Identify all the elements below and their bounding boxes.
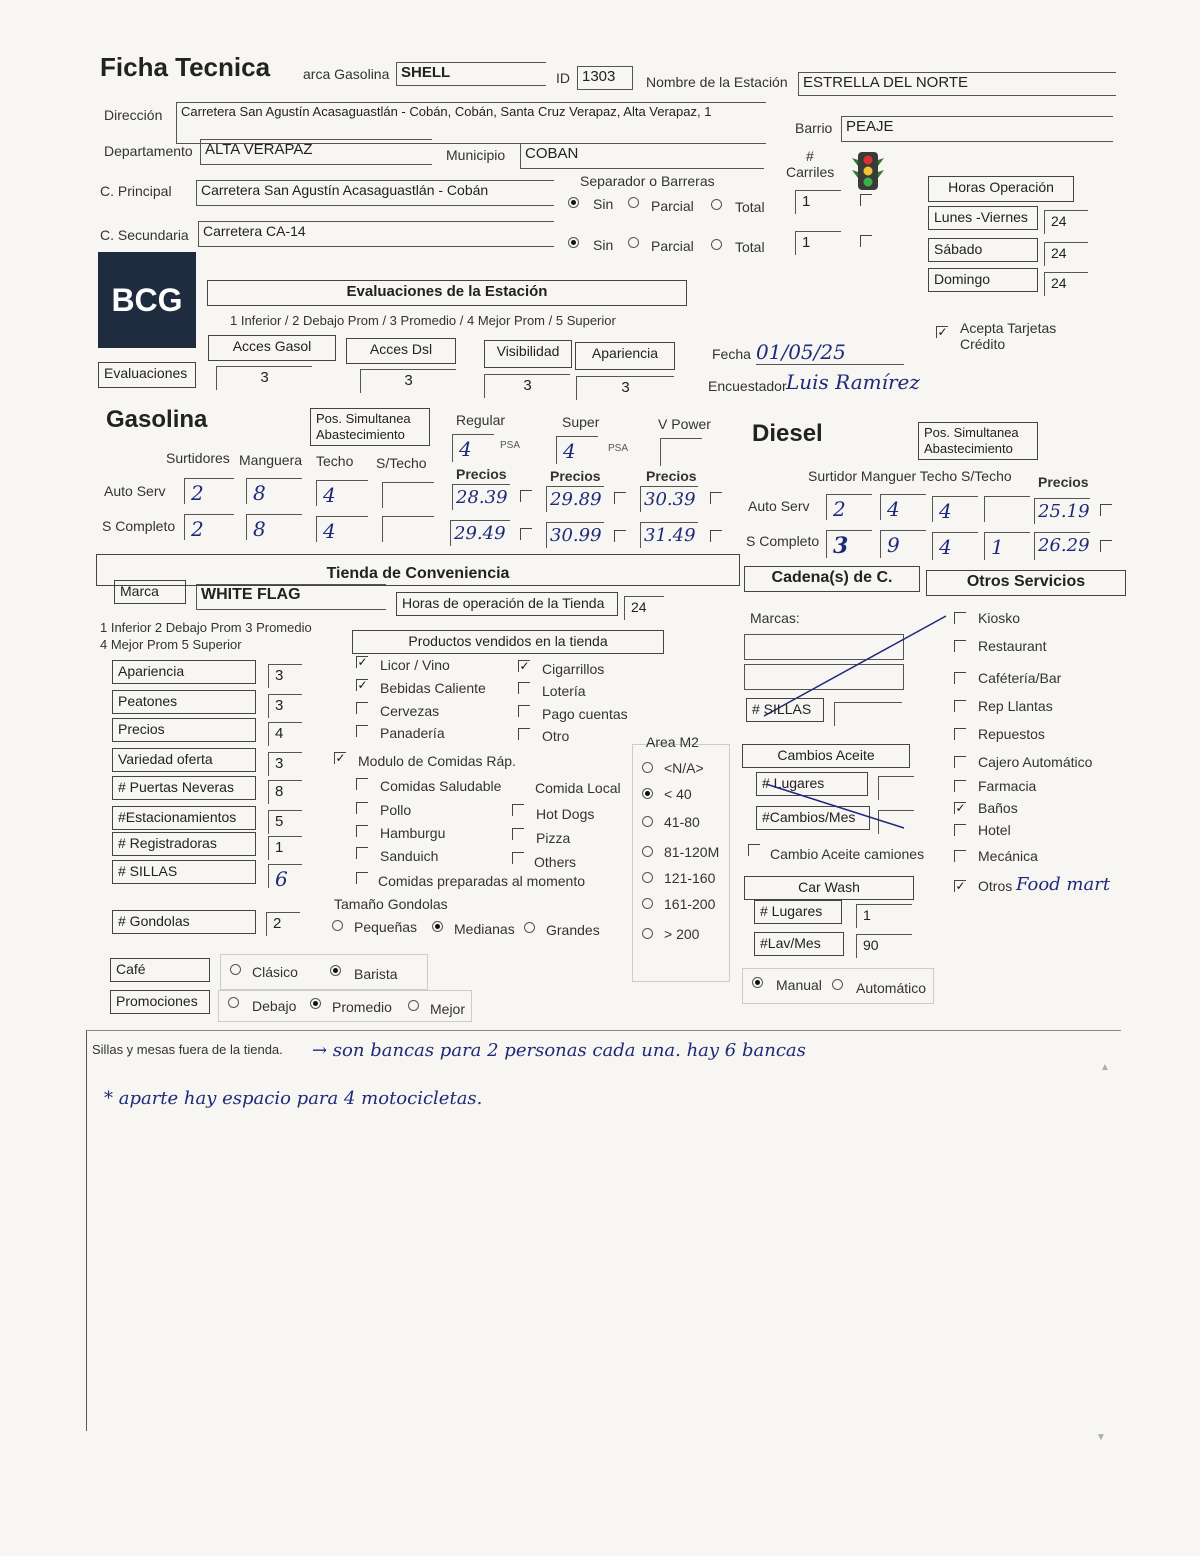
- sc-stecho-field[interactable]: [382, 516, 434, 542]
- loteria-label: Lotería: [542, 683, 586, 699]
- d-sc-price[interactable]: 26.29: [1034, 532, 1090, 560]
- promedio-label: Promedio: [332, 999, 392, 1015]
- d-as-surtidor-field[interactable]: 2: [826, 494, 872, 520]
- pequenas-label: Pequeñas: [354, 919, 418, 935]
- rating-label: # Puertas Neveras: [112, 776, 256, 800]
- area-option-label: 41-80: [664, 814, 700, 830]
- bebidas-checkbox[interactable]: ✓: [357, 678, 368, 692]
- carwash-lugares-field[interactable]: 1: [856, 904, 912, 928]
- otros-checkbox[interactable]: [954, 850, 966, 862]
- hotdogs-checkbox[interactable]: [512, 804, 524, 816]
- loteria-checkbox[interactable]: [518, 682, 530, 694]
- form-title: Ficha Tecnica: [100, 52, 271, 82]
- tienda-horas-label: Horas de operación de la Tienda: [396, 592, 618, 616]
- horas-sab-label: Sábado: [928, 238, 1038, 262]
- evaluaciones-title: Evaluaciones de la Estación: [207, 280, 687, 306]
- diesel-scompleto-label: S Completo: [746, 533, 820, 549]
- otros-checkbox[interactable]: ✓: [955, 879, 966, 893]
- sc-super-price[interactable]: 30.99: [546, 522, 604, 548]
- otros-item-label: Baños: [978, 800, 1018, 816]
- clasico-radio[interactable]: [230, 964, 241, 975]
- gondolas-label: # Gondolas: [112, 910, 256, 934]
- sc-regular-check[interactable]: [520, 528, 532, 540]
- notes-line-1: → son bancas para 2 personas cada una. hay 6 bancas: [312, 1040, 806, 1061]
- departamento-label: Departamento: [104, 143, 193, 159]
- sanduich-label: Sanduich: [380, 848, 439, 864]
- vpower-label: V Power: [658, 416, 711, 432]
- precios-label-2: Precios: [550, 468, 601, 484]
- clasico-label: Clásico: [252, 964, 298, 980]
- sep2-sin-radio[interactable]: [568, 237, 579, 248]
- pollo-checkbox[interactable]: [356, 802, 368, 814]
- area-option-label: 121-160: [664, 870, 716, 886]
- camiones-label: Cambio Aceite camiones: [770, 846, 925, 862]
- cervezas-label: Cervezas: [380, 703, 440, 719]
- rating-label: Variedad oferta: [112, 748, 256, 772]
- sep2-sin-label: Sin: [593, 237, 614, 253]
- panaderia-checkbox[interactable]: [356, 725, 368, 737]
- d-sc-techo-field[interactable]: 4: [932, 532, 978, 560]
- cadena-title: Cadena(s) de C.: [744, 566, 920, 592]
- rating-label: #Estacionamientos: [112, 806, 256, 830]
- cambios-mes-label: #Cambios/Mes: [756, 806, 870, 830]
- marca-label: arca Gasolina: [303, 66, 390, 82]
- otros-item-label: Cafétería/Bar: [978, 670, 1062, 686]
- otros-item-label: Farmacia: [978, 778, 1037, 794]
- otros-checkbox[interactable]: [954, 780, 966, 792]
- notes-line-2: * aparte hay espacio para 4 motocicletas.: [104, 1088, 483, 1109]
- medianas-label: Medianas: [454, 921, 515, 937]
- d-sc-manguera-field[interactable]: 9: [880, 530, 926, 558]
- evaluaciones-scale: 1 Inferior / 2 Debajo Prom / 3 Promedio / 4 Mejor Prom / 5 Superior: [230, 313, 616, 328]
- pago-checkbox[interactable]: [518, 705, 530, 717]
- d-as-check[interactable]: [1100, 504, 1112, 516]
- sep1-parcial-radio[interactable]: [628, 197, 639, 208]
- eval-apariencia-field[interactable]: 3: [576, 376, 674, 400]
- eval-acces-dsl-field[interactable]: 3: [360, 369, 456, 393]
- pizza-label: Pizza: [536, 830, 571, 846]
- debajo-label: Debajo: [252, 998, 297, 1014]
- carwash-title: Car Wash: [744, 876, 914, 900]
- horas-lv-label: Lunes -Viernes: [928, 206, 1038, 230]
- municipio-field[interactable]: COBAN: [520, 143, 764, 169]
- otros-checkbox[interactable]: [954, 824, 966, 836]
- direccion-label: Dirección: [104, 107, 163, 123]
- rating-label: Apariencia: [112, 660, 256, 684]
- area-radio[interactable]: [642, 928, 653, 939]
- modulo-checkbox[interactable]: ✓: [335, 751, 346, 765]
- cigarrillos-label: Cigarrillos: [542, 661, 605, 677]
- camiones-checkbox[interactable]: [748, 844, 760, 856]
- rating-field[interactable]: 5: [268, 810, 302, 834]
- area-radio[interactable]: [642, 816, 653, 827]
- debajo-radio[interactable]: [228, 997, 239, 1008]
- carriles-field-1[interactable]: 1: [795, 190, 841, 214]
- sc-techo-field[interactable]: 4: [316, 516, 368, 542]
- separador-label: Separador o Barreras: [580, 173, 715, 189]
- gasolina-pos-label: Pos. Simultanea Abastecimiento: [310, 408, 430, 446]
- automatico-label: Automático: [856, 980, 927, 996]
- panaderia-label: Panadería: [380, 725, 445, 741]
- apariencia-eval-label: Apariencia: [575, 342, 675, 370]
- carriles-check-2[interactable]: [860, 235, 872, 247]
- carriles-field-2[interactable]: 1: [795, 231, 841, 255]
- grandes-radio[interactable]: [524, 922, 535, 933]
- otros-title: Otros Servicios: [926, 570, 1126, 596]
- notes-label: Sillas y mesas fuera de la tienda.: [92, 1042, 283, 1057]
- tienda-scale-2: 4 Mejor Prom 5 Superior: [100, 637, 242, 652]
- saludable-label: Comidas Saludable: [380, 778, 502, 794]
- otros-checkbox[interactable]: [954, 612, 966, 624]
- otros-checkbox[interactable]: [954, 640, 966, 652]
- diesel-autoserv-label: Auto Serv: [748, 498, 810, 514]
- autoserv-label: Auto Serv: [104, 483, 166, 499]
- municipio-label: Municipio: [446, 147, 506, 163]
- cambios-lugares-label: # Lugares: [756, 772, 868, 796]
- area-radio[interactable]: [642, 872, 653, 883]
- as-super-price[interactable]: 29.89: [546, 486, 604, 512]
- d-sc-stecho-field[interactable]: 1: [984, 532, 1030, 560]
- as-techo-field[interactable]: 4: [316, 480, 368, 506]
- promociones-label: Promociones: [110, 990, 210, 1014]
- cambios-strike: [760, 778, 910, 834]
- otros-checkbox[interactable]: [954, 672, 966, 684]
- carriles-label: Carriles: [786, 164, 835, 180]
- cprincipal-field[interactable]: Carretera San Agustín Acasaguastlán - Cobán: [196, 180, 554, 206]
- id-label: ID: [556, 70, 570, 86]
- otros-checkbox[interactable]: [954, 728, 966, 740]
- d-sc-check[interactable]: [1100, 540, 1112, 552]
- as-regular-check[interactable]: [520, 490, 532, 502]
- sep2-parcial-radio[interactable]: [628, 237, 639, 248]
- horas-sab-field[interactable]: 24: [1044, 242, 1088, 266]
- diesel-pos-label: Pos. Simultanea Abastecimiento: [918, 422, 1038, 460]
- rating-label: Peatones: [112, 690, 256, 714]
- gasolina-title: Gasolina: [106, 406, 208, 433]
- area-option-label: 81-120M: [664, 844, 720, 860]
- tienda-marca-field[interactable]: WHITE FLAG: [196, 584, 386, 610]
- otros-item-label: Kiosko: [978, 610, 1021, 626]
- hamburgu-label: Hamburgu: [380, 825, 446, 841]
- area-radio[interactable]: [642, 762, 653, 773]
- sc-regular-price[interactable]: 29.49: [450, 520, 510, 546]
- diesel-cols: Surtidor Manguer Techo S/Techo: [808, 468, 1012, 484]
- col-surtidores: Surtidores: [166, 450, 230, 466]
- area-label: Area M2: [646, 734, 699, 750]
- cprincipal-label: C. Principal: [100, 183, 172, 199]
- rating-field[interactable]: 4: [268, 722, 302, 746]
- diesel-title: Diesel: [752, 420, 823, 447]
- rating-field[interactable]: 3: [268, 752, 302, 776]
- col-stecho: S/Techo: [376, 455, 427, 471]
- sep1-sin-radio[interactable]: [568, 197, 579, 208]
- horas-dom-field[interactable]: 24: [1044, 272, 1088, 296]
- as-vpower-price[interactable]: 30.39: [640, 486, 698, 512]
- eval-visibilidad-field[interactable]: 3: [484, 374, 570, 398]
- otros-item-label: Hotel: [978, 822, 1011, 838]
- sc-vpower-check[interactable]: [710, 530, 722, 542]
- rating-field[interactable]: 3: [268, 694, 302, 718]
- rating-field[interactable]: 8: [268, 780, 302, 804]
- otros-value[interactable]: Food mart: [1016, 874, 1111, 895]
- area-option-label: < 40: [664, 786, 692, 802]
- eval-acces-gasol-field[interactable]: 3: [216, 366, 312, 390]
- traffic-light-icon: [850, 152, 886, 192]
- as-surtidores-field[interactable]: 2: [184, 478, 234, 504]
- productos-title: Productos vendidos en la tienda: [352, 630, 664, 654]
- preparadas-checkbox[interactable]: [356, 872, 368, 884]
- rating-label: # Registradoras: [112, 832, 256, 856]
- carwash-lav-field[interactable]: 90: [856, 934, 912, 958]
- area-radio[interactable]: [642, 898, 653, 909]
- pago-label: Pago cuentas: [542, 706, 628, 722]
- barista-radio[interactable]: [330, 965, 341, 976]
- rating-label: # SILLAS: [112, 860, 256, 884]
- pizza-checkbox[interactable]: [512, 828, 524, 840]
- fecha-label: Fecha: [712, 346, 751, 362]
- marca-field[interactable]: SHELL: [396, 62, 546, 86]
- barista-label: Barista: [354, 966, 398, 982]
- regular-pos-field[interactable]: 4: [452, 434, 494, 462]
- otros-item-label: Mecánica: [978, 848, 1038, 864]
- tamano-label: Tamaño Gondolas: [334, 896, 448, 912]
- carriles-check-1[interactable]: [860, 194, 872, 206]
- manual-radio[interactable]: [752, 977, 763, 988]
- cervezas-checkbox[interactable]: [356, 702, 368, 714]
- acces-dsl-label: Acces Dsl: [346, 338, 456, 364]
- departamento-field[interactable]: ALTA VERAPAZ: [200, 139, 432, 165]
- rating-label: Precios: [112, 718, 256, 742]
- direccion-field[interactable]: Carretera San Agustín Acasaguastlán - Cobán, Cobán, Santa Cruz Verapaz, Alta Verapaz, 1: [176, 102, 766, 144]
- cadena-sillas-label: # SILLAS: [746, 698, 824, 722]
- area-option-label: > 200: [664, 926, 700, 942]
- modulo-label: Modulo de Comidas Ráp.: [358, 753, 516, 769]
- scroll-down-icon[interactable]: ▼: [1096, 1432, 1106, 1443]
- area-group: [632, 744, 730, 982]
- d-sc-surtidor-field[interactable]: 3: [826, 530, 872, 558]
- regular-label: Regular: [456, 412, 506, 428]
- medianas-radio[interactable]: [432, 921, 443, 932]
- rating-field[interactable]: 6: [268, 864, 302, 888]
- barrio-label: Barrio: [795, 120, 833, 136]
- rating-field[interactable]: 3: [268, 664, 302, 688]
- area-option-label: 161-200: [664, 896, 716, 912]
- psa-2: PSA: [608, 443, 629, 454]
- tienda-scale-1: 1 Inferior 2 Debajo Prom 3 Promedio: [100, 620, 312, 635]
- pollo-label: Pollo: [380, 802, 412, 818]
- nombre-field[interactable]: ESTRELLA DEL NORTE: [798, 72, 1116, 96]
- encuestador-value[interactable]: Luis Ramírez: [786, 370, 920, 394]
- carwash-lugares-label: # Lugares: [754, 900, 842, 924]
- as-stecho-field[interactable]: [382, 482, 434, 508]
- col-mangueras: Manguera: [239, 452, 303, 468]
- gondolas-field[interactable]: 2: [266, 912, 300, 936]
- d-as-stecho-field[interactable]: [984, 496, 1030, 522]
- sc-vpower-price[interactable]: 31.49: [640, 522, 698, 548]
- horas-dom-label: Domingo: [928, 268, 1038, 292]
- otros-item-label: Otros: [978, 878, 1013, 894]
- csecundaria-label: C. Secundaria: [100, 227, 189, 243]
- vpower-pos-field[interactable]: [660, 438, 702, 466]
- saludable-checkbox[interactable]: [356, 778, 368, 790]
- precios-label-1: Precios: [456, 466, 507, 482]
- tarjetas-checkbox[interactable]: ✓: [937, 325, 948, 339]
- preparadas-label: Comidas preparadas al momento: [378, 873, 585, 889]
- psa-1: PSA: [500, 440, 521, 451]
- as-regular-price[interactable]: 28.39: [452, 484, 510, 510]
- encuestador-label: Encuestador: [708, 378, 787, 394]
- otro-label: Otro: [542, 728, 570, 744]
- d-as-price[interactable]: 25.19: [1034, 498, 1090, 524]
- sep1-total-label: Total: [735, 199, 765, 215]
- pequenas-radio[interactable]: [332, 920, 343, 931]
- barrio-field[interactable]: PEAJE: [841, 116, 1113, 142]
- hamburgu-checkbox[interactable]: [356, 825, 368, 837]
- area-option-label: <N/A>: [664, 760, 704, 776]
- otros-item-label: Cajero Automático: [978, 754, 1093, 770]
- otros-checkbox[interactable]: ✓: [955, 801, 966, 815]
- area-radio[interactable]: [642, 788, 653, 799]
- comida-local-label: Comida Local: [535, 780, 621, 796]
- sep1-parcial-label: Parcial: [651, 198, 694, 214]
- hotdogs-label: Hot Dogs: [536, 806, 595, 822]
- id-field[interactable]: 1303: [577, 66, 633, 90]
- as-super-check[interactable]: [614, 492, 626, 504]
- others-checkbox[interactable]: [512, 852, 524, 864]
- mejor-radio[interactable]: [408, 1000, 419, 1011]
- cafe-label: Café: [110, 958, 210, 982]
- acces-gasol-label: Acces Gasol: [208, 335, 336, 361]
- licor-label: Licor / Vino: [380, 657, 450, 673]
- tarjetas-label: Acepta Tarjetas Crédito: [960, 320, 1057, 352]
- scroll-up-icon[interactable]: ▲: [1100, 1062, 1110, 1073]
- d-as-manguera-field[interactable]: 4: [880, 494, 926, 520]
- nombre-label: Nombre de la Estación: [646, 74, 788, 90]
- d-as-techo-field[interactable]: 4: [932, 496, 978, 522]
- tienda-title: Tienda de Conveniencia: [96, 554, 740, 586]
- as-vpower-check[interactable]: [710, 492, 722, 504]
- carriles-hash: #: [806, 148, 814, 164]
- as-mangueras-field[interactable]: 8: [246, 478, 302, 504]
- sc-surtidores-field[interactable]: 2: [184, 514, 234, 540]
- otros-item-label: Restaurant: [978, 638, 1047, 654]
- licor-checkbox[interactable]: ✓: [357, 655, 368, 669]
- area-radio[interactable]: [642, 846, 653, 857]
- visibilidad-label: Visibilidad: [484, 340, 572, 368]
- rating-field[interactable]: 1: [268, 836, 302, 860]
- cambios-title: Cambios Aceite: [742, 744, 910, 768]
- tienda-horas-field[interactable]: 24: [624, 596, 664, 620]
- super-pos-field[interactable]: 4: [556, 436, 598, 464]
- super-label: Super: [562, 414, 600, 430]
- promedio-radio[interactable]: [310, 998, 321, 1009]
- col-techo: Techo: [316, 453, 354, 469]
- grandes-label: Grandes: [546, 922, 600, 938]
- horas-lv-field[interactable]: 24: [1044, 210, 1088, 234]
- csecundaria-field[interactable]: Carretera CA-14: [198, 221, 554, 247]
- fecha-value[interactable]: 01/05/25: [756, 340, 904, 365]
- evaluaciones-row-label: Evaluaciones: [98, 362, 196, 388]
- sep1-total-radio[interactable]: [711, 199, 722, 210]
- sc-super-check[interactable]: [614, 530, 626, 542]
- otros-item-label: Rep Llantas: [978, 698, 1053, 714]
- bebidas-label: Bebidas Caliente: [380, 680, 486, 696]
- sep2-total-radio[interactable]: [711, 239, 722, 250]
- automatico-radio[interactable]: [832, 979, 843, 990]
- sep1-sin-label: Sin: [593, 196, 614, 212]
- otros-item-label: Repuestos: [978, 726, 1045, 742]
- otros-checkbox[interactable]: [954, 700, 966, 712]
- diesel-precios-label: Precios: [1038, 474, 1089, 490]
- manual-label: Manual: [776, 977, 822, 993]
- sc-mangueras-field[interactable]: 8: [246, 514, 302, 540]
- others-label: Others: [534, 854, 577, 870]
- scompleto-label: S Completo: [102, 518, 176, 534]
- sep2-total-label: Total: [735, 239, 765, 255]
- horas-title: Horas Operación: [928, 176, 1074, 202]
- otro-checkbox[interactable]: [518, 728, 530, 740]
- otros-checkbox[interactable]: [954, 756, 966, 768]
- bcg-logo: BCG: [98, 252, 196, 348]
- mejor-label: Mejor: [430, 1001, 466, 1017]
- cigarrillos-checkbox[interactable]: ✓: [519, 659, 530, 673]
- marcas-label: Marcas:: [750, 610, 800, 626]
- precios-label-3: Precios: [646, 468, 697, 484]
- cadena-sillas-field[interactable]: [834, 702, 902, 726]
- sanduich-checkbox[interactable]: [356, 847, 368, 859]
- tienda-marca-label: Marca: [114, 580, 186, 604]
- sep2-parcial-label: Parcial: [651, 238, 694, 254]
- carwash-lav-label: #Lav/Mes: [754, 932, 844, 956]
